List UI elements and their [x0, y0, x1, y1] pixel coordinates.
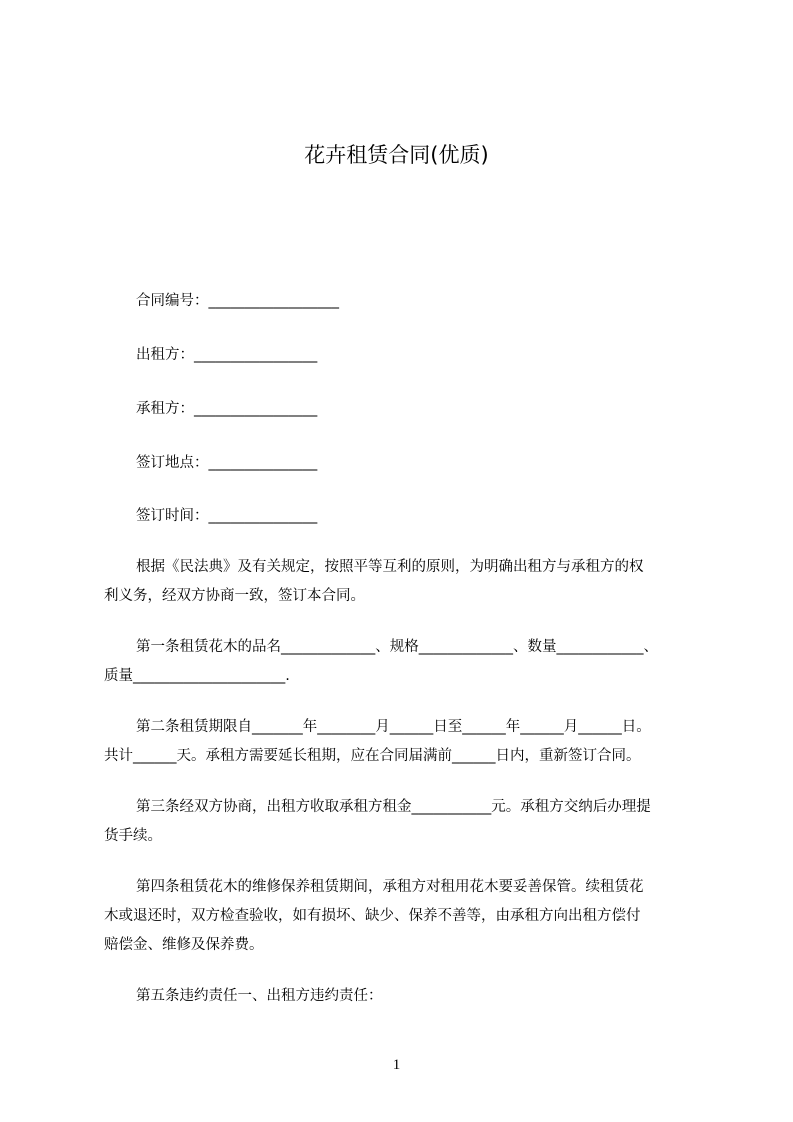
- paragraph-article-3: [104, 793, 710, 851]
- paragraph-line: 第四条租赁花木的维修保养租赁期间，承租方对租用花木要妥善保管。续租赁花: [136, 879, 644, 895]
- paragraph-line: 货手续。: [104, 828, 162, 844]
- paragraph-line: 第一条租赁花木的品名_____________、规格_____________、数量____________、: [136, 639, 658, 655]
- field-signing-place: 签订地点：_______________: [136, 455, 318, 471]
- paragraph-line: 第三条经双方协商，出租方收取承租方租金___________元。承租方交纳后办理提: [136, 799, 651, 815]
- page-number: 1: [392, 1057, 401, 1073]
- paragraph-line: 利义务，经双方协商一致，签订本合同。: [104, 588, 365, 604]
- paragraph-article-1: [104, 633, 710, 691]
- field-lessor: 出租方：_________________: [136, 347, 318, 363]
- paragraph-line: 第二条租赁期限自_______年________月______日至______年______月______日。: [136, 719, 651, 735]
- field-contract-number: 合同编号：__________________: [136, 293, 339, 309]
- paragraph-line: 根据《民法典》及有关规定，按照平等互利的原则，为明确出租方与承租方的权: [136, 559, 644, 575]
- paragraph-line: 质量_____________________.: [104, 668, 290, 684]
- paragraph-preamble: [104, 553, 710, 611]
- field-lessee: 承租方：_________________: [136, 401, 318, 417]
- paragraph-article-4: [104, 873, 710, 960]
- field-signing-time: 签订时间：_______________: [136, 508, 318, 524]
- paragraph-article-2: [104, 713, 710, 771]
- paragraph-line: 第五条违约责任一、出租方违约责任：: [136, 988, 383, 1004]
- paragraph-line: 共计______天。承租方需要延长租期，应在合同届满前______日内，重新签订合同。: [104, 748, 641, 764]
- paragraph-article-5: [104, 982, 710, 1011]
- paragraph-line: 木或退还时，双方检查验收，如有损坏、缺少、保养不善等，由承租方向出租方偿付: [104, 908, 641, 924]
- document-title: 花卉租赁合同(优质): [304, 143, 489, 167]
- paragraph-line: 赔偿金、维修及保养费。: [104, 937, 264, 953]
